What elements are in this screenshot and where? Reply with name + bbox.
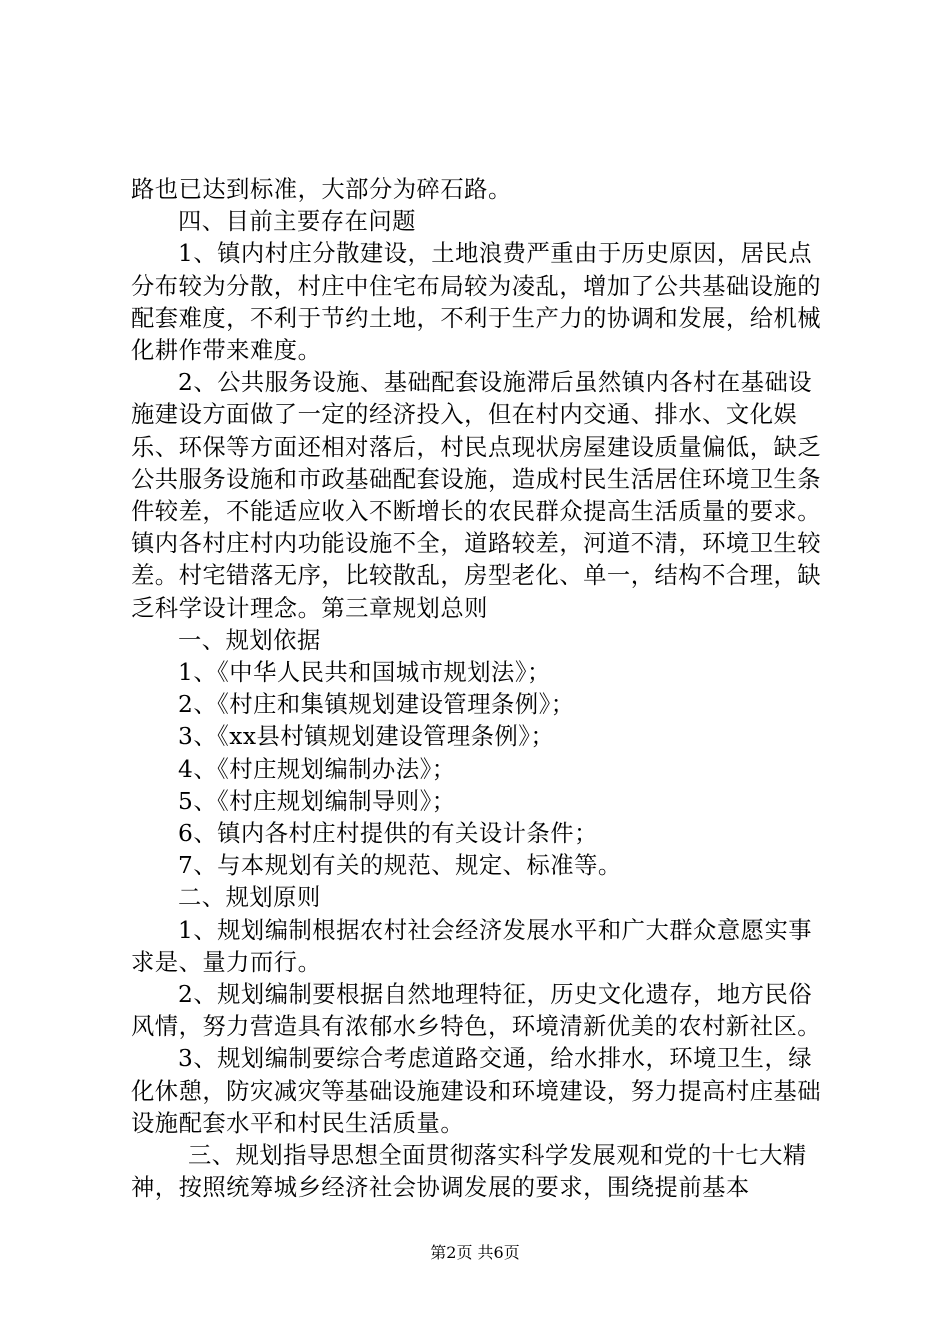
paragraph: 1、规划编制根据农村社会经济发展水平和广大群众意愿实事求是、量力而行。: [131, 916, 813, 976]
paragraph: 2、公共服务设施、基础配套设施滞后虽然镇内各村在基础设施建设方面做了一定的经济投入，但在村内交通、排水、文化娱乐、环保等方面还相对落后，村民点现状房屋建设质量偏低，缺乏公共服务设施和市政基础配套设施，造成村民生活居住环境卫生条件较差，不能适应收入不断增长的农民群众提高生活质量的要求。镇内各村庄村内功能设施不全，道路较差，河道不清，环境卫生较差。村宅错落无序，比较散乱，房型老化、单一，结构不合理，缺乏科学设计理念。第三章规划总则: [131, 369, 822, 622]
paragraph: 2、规划编制要根据自然地理特征，历史文化遗存，地方民俗风情，努力营造具有浓郁水乡特色，环境清新优美的农村新社区。: [131, 981, 822, 1041]
list-item: 1、《中华人民共和国城市规划法》；: [178, 659, 551, 687]
paragraph: 3、规划编制要综合考虑道路交通，给水排水，环境卫生，绿化休憩，防灾减灾等基础设施建设和环境建设，努力提高村庄基础设施配套水平和村民生活质量。: [131, 1045, 822, 1137]
section-heading: 四、目前主要存在问题: [178, 208, 416, 236]
section-heading: 一、规划依据: [178, 626, 321, 654]
paragraph: 三、规划指导思想全面贯彻落实科学发展观和党的十七大精神，按照统筹城乡经济社会协调发展的要求，围绕提前基本: [131, 1142, 807, 1202]
list-item: 4、《村庄规划编制办法》；: [178, 755, 456, 783]
paragraph: 路也已达到标准，大部分为碎石路。: [131, 176, 512, 203]
page-number: 第2页 共6页: [430, 1243, 520, 1262]
list-item: 7、与本规划有关的规范、规定、标准等。: [178, 852, 622, 880]
section-heading: 二、规划原则: [178, 884, 321, 912]
document-body: [131, 174, 831, 1205]
page-footer: [0, 1243, 950, 1263]
list-item: 2、《村庄和集镇规划建设管理条例》；: [178, 691, 575, 719]
list-item: 3、《xx县村镇规划建设管理条例》；: [178, 723, 555, 751]
list-item: 5、《村庄规划编制导则》；: [178, 787, 456, 815]
paragraph: 1、镇内村庄分散建设，土地浪费严重由于历史原因，居民点分布较为分散，村庄中住宅布局较为凌乱，增加了公共基础设施的配套难度，不利于节约土地，不利于生产力的协调和发展，给机械化耕作带来难度。: [131, 240, 822, 365]
list-item: 6、镇内各村庄村提供的有关设计条件；: [178, 820, 598, 848]
